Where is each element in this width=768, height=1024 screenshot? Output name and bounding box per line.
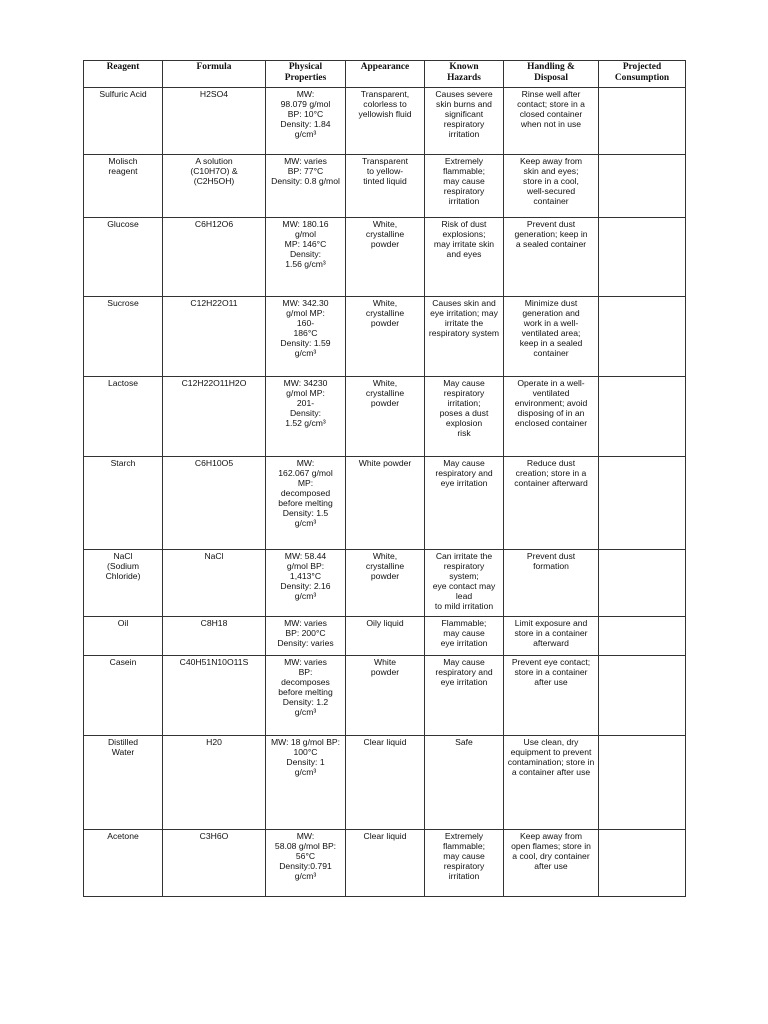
- header-reagent: Reagent: [84, 61, 163, 88]
- cell-reagent: Sulfuric Acid: [84, 88, 163, 155]
- cell-formula: C8H18: [163, 617, 266, 656]
- cell-handling-disposal: Prevent dust formation: [504, 550, 599, 617]
- cell-known-hazards: Risk of dust explosions; may irritate skin and eyes: [425, 218, 504, 297]
- cell-appearance: Transparent, colorless to yellowish fluid: [346, 88, 425, 155]
- table-header: [84, 61, 686, 88]
- cell-appearance: White powder: [346, 656, 425, 736]
- cell-handling-disposal: Keep away from skin and eyes; store in a cool, well-secured container: [504, 155, 599, 218]
- header-formula: Formula: [163, 61, 266, 88]
- cell-projected-consumption: [599, 88, 686, 155]
- header-handling-disposal: Handling & Disposal: [504, 61, 599, 88]
- cell-formula: A solution (C10H7O) & (C2H5OH): [163, 155, 266, 218]
- cell-known-hazards: Safe: [425, 736, 504, 830]
- cell-reagent: Glucose: [84, 218, 163, 297]
- cell-formula: C6H10O5: [163, 457, 266, 550]
- cell-handling-disposal: Reduce dust creation; store in a container afterward: [504, 457, 599, 550]
- cell-formula: C3H6O: [163, 830, 266, 897]
- cell-appearance: White, crystalline powder: [346, 297, 425, 377]
- cell-physical-properties: MW: 58.44 g/mol BP: 1,413°C Density: 2.16 g/cm³: [266, 550, 346, 617]
- cell-projected-consumption: [599, 736, 686, 830]
- cell-handling-disposal: Prevent dust generation; keep in a sealed container: [504, 218, 599, 297]
- cell-physical-properties: MW: varies BP: 77°C Density: 0.8 g/mol: [266, 155, 346, 218]
- table-row: [84, 617, 686, 656]
- cell-known-hazards: May cause respiratory and eye irritation: [425, 457, 504, 550]
- header-known-hazards: Known Hazards: [425, 61, 504, 88]
- cell-known-hazards: May cause respiratory and eye irritation: [425, 656, 504, 736]
- cell-formula: C12H22O11H2O: [163, 377, 266, 457]
- cell-projected-consumption: [599, 377, 686, 457]
- cell-physical-properties: MW: 98.079 g/mol BP: 10°C Density: 1.84 g/cm³: [266, 88, 346, 155]
- cell-reagent: Oil: [84, 617, 163, 656]
- cell-physical-properties: MW: 162.067 g/mol MP: decomposed before melting Density: 1.5 g/cm³: [266, 457, 346, 550]
- cell-reagent: Lactose: [84, 377, 163, 457]
- reagent-table: [83, 60, 686, 897]
- table-row: [84, 377, 686, 457]
- table-row: [84, 830, 686, 897]
- cell-reagent: Molisch reagent: [84, 155, 163, 218]
- cell-physical-properties: MW: 18 g/mol BP: 100°C Density: 1 g/cm³: [266, 736, 346, 830]
- cell-appearance: White, crystalline powder: [346, 218, 425, 297]
- cell-reagent: Casein: [84, 656, 163, 736]
- cell-formula: NaCl: [163, 550, 266, 617]
- header-row: [84, 61, 686, 88]
- cell-appearance: White powder: [346, 457, 425, 550]
- cell-reagent: NaCl (Sodium Chloride): [84, 550, 163, 617]
- cell-appearance: Transparent to yellow- tinted liquid: [346, 155, 425, 218]
- cell-appearance: Oily liquid: [346, 617, 425, 656]
- cell-physical-properties: MW: varies BP: decomposes before melting Density: 1.2 g/cm³: [266, 656, 346, 736]
- cell-projected-consumption: [599, 218, 686, 297]
- cell-projected-consumption: [599, 155, 686, 218]
- cell-reagent: Starch: [84, 457, 163, 550]
- cell-known-hazards: Causes skin and eye irritation; may irritate the respiratory system: [425, 297, 504, 377]
- header-projected-consumption: Projected Consumption: [599, 61, 686, 88]
- table-row: [84, 297, 686, 377]
- header-physical-properties: Physical Properties: [266, 61, 346, 88]
- cell-reagent: Acetone: [84, 830, 163, 897]
- cell-projected-consumption: [599, 830, 686, 897]
- table-row: [84, 457, 686, 550]
- table-row: [84, 218, 686, 297]
- cell-handling-disposal: Keep away from open flames; store in a cool, dry container after use: [504, 830, 599, 897]
- header-appearance: Appearance: [346, 61, 425, 88]
- cell-physical-properties: MW: 342.30 g/mol MP: 160- 186°C Density: 1.59 g/cm³: [266, 297, 346, 377]
- table-row: [84, 656, 686, 736]
- cell-projected-consumption: [599, 297, 686, 377]
- cell-appearance: Clear liquid: [346, 830, 425, 897]
- cell-physical-properties: MW: 34230 g/mol MP: 201- Density: 1.52 g/cm³: [266, 377, 346, 457]
- table-body: [84, 88, 686, 897]
- cell-projected-consumption: [599, 617, 686, 656]
- cell-handling-disposal: Operate in a well- ventilated environment; avoid disposing of in an enclosed container: [504, 377, 599, 457]
- cell-physical-properties: MW: 180.16 g/mol MP: 146°C Density: 1.56 g/cm³: [266, 218, 346, 297]
- cell-known-hazards: Causes severe skin burns and significant respiratory irritation: [425, 88, 504, 155]
- cell-known-hazards: Extremely flammable; may cause respiratory irritation: [425, 830, 504, 897]
- cell-known-hazards: Can irritate the respiratory system; eye contact may lead to mild irritation: [425, 550, 504, 617]
- table-row: [84, 550, 686, 617]
- cell-projected-consumption: [599, 457, 686, 550]
- cell-formula: H2SO4: [163, 88, 266, 155]
- cell-handling-disposal: Limit exposure and store in a container afterward: [504, 617, 599, 656]
- cell-formula: C40H51N10O11S: [163, 656, 266, 736]
- table-row: [84, 155, 686, 218]
- cell-appearance: Clear liquid: [346, 736, 425, 830]
- cell-physical-properties: MW: varies BP: 200°C Density: varies: [266, 617, 346, 656]
- cell-projected-consumption: [599, 656, 686, 736]
- cell-handling-disposal: Minimize dust generation and work in a well- ventilated area; keep in a sealed container: [504, 297, 599, 377]
- cell-appearance: White, crystalline powder: [346, 550, 425, 617]
- cell-handling-disposal: Prevent eye contact; store in a container after use: [504, 656, 599, 736]
- cell-physical-properties: MW: 58.08 g/mol BP: 56°C Density:0.791 g/cm³: [266, 830, 346, 897]
- table-row: [84, 736, 686, 830]
- cell-reagent: Sucrose: [84, 297, 163, 377]
- cell-reagent: Distilled Water: [84, 736, 163, 830]
- cell-known-hazards: Flammable; may cause eye irritation: [425, 617, 504, 656]
- cell-projected-consumption: [599, 550, 686, 617]
- cell-formula: C12H22O11: [163, 297, 266, 377]
- cell-appearance: White, crystalline powder: [346, 377, 425, 457]
- cell-handling-disposal: Use clean, dry equipment to prevent contamination; store in a container after use: [504, 736, 599, 830]
- cell-known-hazards: May cause respiratory irritation; poses a dust explosion risk: [425, 377, 504, 457]
- cell-formula: H20: [163, 736, 266, 830]
- cell-known-hazards: Extremely flammable; may cause respiratory irritation: [425, 155, 504, 218]
- cell-formula: C6H12O6: [163, 218, 266, 297]
- table-row: [84, 88, 686, 155]
- cell-handling-disposal: Rinse well after contact; store in a closed container when not in use: [504, 88, 599, 155]
